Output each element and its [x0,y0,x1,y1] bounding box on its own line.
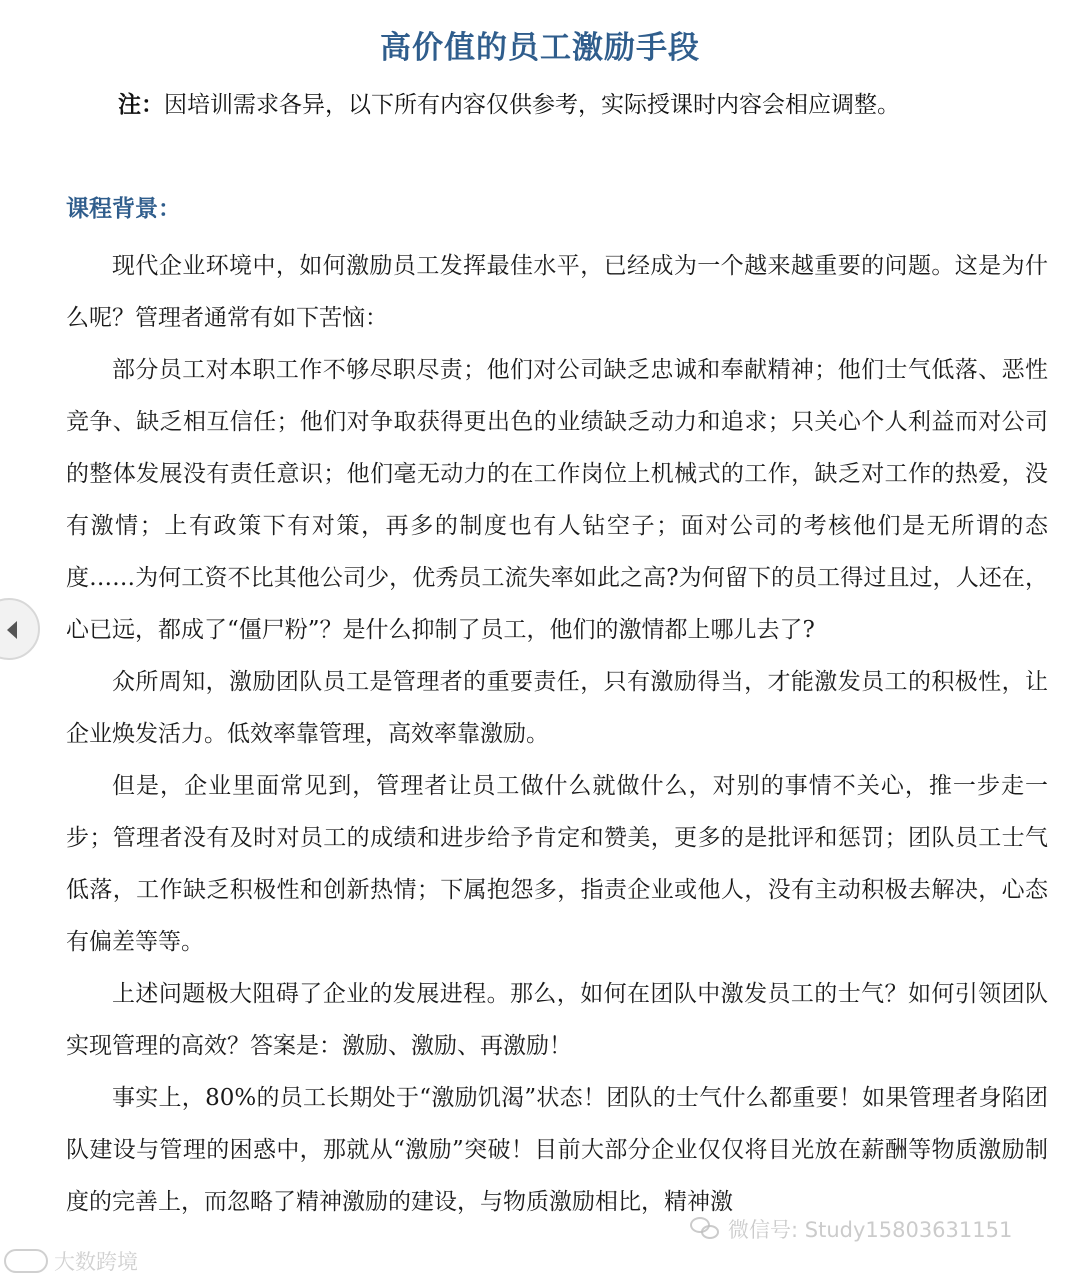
previous-page-button[interactable] [0,598,40,660]
logo-icon [4,1249,48,1273]
watermark-right-text: 微信号: Study15803631151 [728,1218,1013,1242]
watermark-left [4,1246,138,1276]
paragraph-4: 但是，企业里面常见到，管理者让员工做什么就做什么，对别的事情不关心，推一步走一步；管理者没有及时对员工的成绩和进步给予肯定和赞美，更多的是批评和惩罚；团队员工士气低落，工作缺乏积极性和创新热情；下属抱怨多，指责企业或他人，没有主动积极去解决，心态有偏差等等。 [66,773,1048,955]
note-label: 注： [118,91,164,118]
paragraph-3: 众所周知，激励团队员工是管理者的重要责任，只有激励得当，才能激发员工的积极性，让企业焕发活力。低效率靠管理，高效率靠激励。 [66,669,1048,747]
document-title: 高价值的员工激励手段 [380,30,700,66]
paragraph-5: 上述问题极大阻碍了企业的发展进程。那么，如何在团队中激发员工的士气？如何引领团队实现管理的高效？答案是：激励、激励、再激励！ [66,981,1048,1059]
paragraph-6: 事实上，80%的员工长期处于“激励饥渴”状态！团队的士气什么都重要！如果管理者身陷团队建设与管理的困惑中，那就从“激励”突破！目前大部分企业仅仅将目光放在薪酬等物质激励制度的完善上，而忽略了精神激励的建设，与物质激励相比，精神激 [66,1085,1048,1215]
paragraph-1: 现代企业环境中，如何激励员工发挥最佳水平，已经成为一个越来越重要的问题。这是为什么呢？管理者通常有如下苦恼： [66,253,1048,331]
wechat-icon [690,1217,720,1241]
note-line [118,86,900,119]
left-arrow-icon [7,621,17,639]
note-text: 因培训需求各异，以下所有内容仅供参考，实际授课时内容会相应调整。 [164,92,900,118]
section-heading-background: 课程背景： [66,195,181,222]
watermark-left-text: 大数跨境 [54,1250,138,1274]
paragraph-2: 部分员工对本职工作不够尽职尽责；他们对公司缺乏忠诚和奉献精神；他们士气低落、恶性竞争、缺乏相互信任；他们对争取获得更出色的业绩缺乏动力和追求；只关心个人利益而对公司的整体发展没有责任意识；他们毫无动力的在工作岗位上机械式的工作，缺乏对工作的热爱，没有激情；上有政策下有对策，再多的制度也有人钻空子；面对公司的考核他们是无所谓的态度……为何工资不比其他公司少，优秀员工流失率如此之高?为何留下的员工得过且过，人还在，心已远，都成了“僵尸粉”？是什么抑制了员工，他们的激情都上哪儿去了? [66,357,1048,643]
body-text [66,240,1048,1228]
watermark-right [690,1214,1012,1244]
